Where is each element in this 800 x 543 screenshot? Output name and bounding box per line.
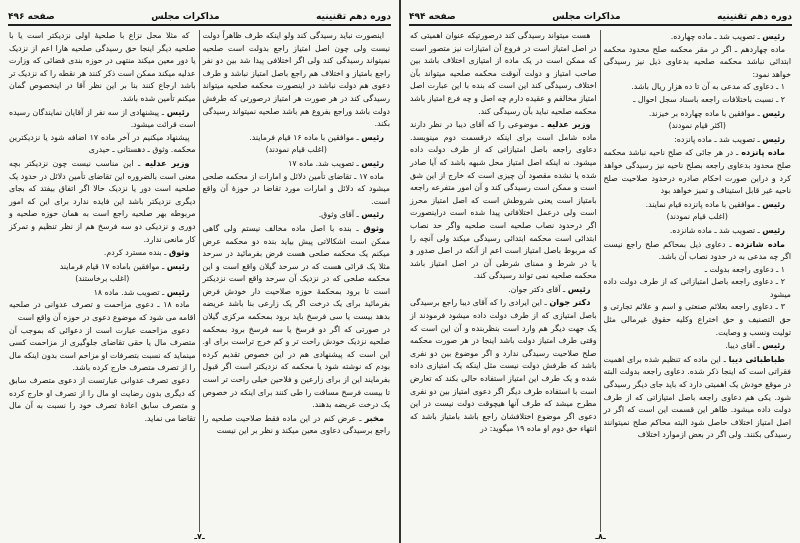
speaker-name: رئیس: [166, 286, 190, 297]
speaker-name: وزیر عدلیه: [144, 157, 190, 168]
paragraph-text: ـ این ماده که تنظیم شده برای اهمیت فقراتی است که اینجا ذکر شده. دعاوی راجعه بدولت البته در موقع خودش یک اهمیتی دارد که باید جای دیگر رسیدگی شود. یکی هم دعاوی راجعه باصل امتیازاتی که از طرف دولت داده میشود. ظاهر این قسمت این است که اگر در اصل امتیاز اختلاف حاصل شود البته محاکم صلح نمیتوانند رسیدگی بکنند. ولی اگر در بعض ازموارد اختلاف: [603, 354, 791, 440]
paragraph: [604, 30, 792, 44]
paragraph-text: (اکثر قیام نمودند): [668, 121, 726, 131]
paragraph: [203, 412, 391, 438]
paragraph-text: ـ موافقین با ماده ۱۶ قیام فرمایند.: [249, 132, 362, 142]
page-footer-number: ـ۸ـ: [595, 532, 606, 541]
page-footer-number: ـ۷ـ: [194, 532, 205, 541]
vote-result: [604, 120, 792, 133]
text-columns: [6, 30, 393, 532]
paragraph: [604, 81, 792, 94]
paragraph: [203, 157, 391, 171]
paragraph-text: دعوی تصرف عدوانی عبارتست از دعوی متصرف سابق که دیگری بدون رضایت او مال را از تصرف او خارج کرده و متصرف سابق اعادهٔ تصرف خود را نسبت به آن مال تقاضا می نماید.: [9, 376, 196, 423]
page-number: صفحه ۴۹۴: [409, 12, 456, 22]
speaker-name: رئیس: [361, 209, 384, 220]
speaker-name: رئیس: [762, 31, 785, 41]
proceedings-title: مذاکرات مجلس: [552, 12, 621, 22]
paragraph: [604, 146, 792, 197]
paragraph-text: ـ موضوعی را که آقای دیبا در نظر دارند ماده شامل است برای اینکه درقسمت دوم مینویسد. دعاوی راجعه باصل امتیازاتی که از طرف دولت داده میشود. نه اینکه اصل امتیاز محل شبهه باشد که آیا صادر شده یا نشده مقصود آن چیزی است که خارج از این شق است و ممکن است رسیدگی کند و آن امور متفرعه راجعه بامتیاز است یعنی شروطش است که اصل امتیاز محرز است ولی درعمل اختلافاتی پیدا شده است دراینصورت اگر درحدود نصاب صلحیه است صلحیه واگر حد نصاب ابتدائی است محکمه ابتدائی رسیدگی میکند ولی آنچه را که مربوط باصل امتیاز است اعم از آنکه در اصل صدور و یا در شرط و ممنای شرطی آن در اصل امتیاز باشد محکمه صلحیه نمی تواند رسیدگی کند.: [410, 120, 597, 281]
paragraph-text: ـ تصویب شد ـ ماده پانزده:: [674, 134, 763, 144]
paragraph: [604, 44, 792, 82]
left-page: [0, 0, 399, 543]
speaker-name: وزیر عدلیه: [547, 119, 591, 130]
speaker-name: رئیس: [762, 133, 785, 144]
paragraph-text: ماده چهاردهم ـ اگر در مقر محکمه صلح محدود محکمه ابتدائی نباشد محکمه صلحیه بدعاوی ذیل نیز رسیدگی خواهد نمود:: [603, 44, 791, 79]
paragraph-text: ماده ۱۷ ـ تقاضای تأمین دلائل و امارات از محکمه صلحی میشود که دلائل و امارات مورد تقاضا در حوزهٔ آن واقع است.: [202, 171, 390, 206]
paragraph: [604, 238, 792, 264]
paragraph-text: هست میتواند رسیدگی کند درصورتیکه عنوان اهمیتی که در اصل امتیاز است در فروع آن امتیازات نیز متصور است که ممکن است در یک ماده از امتیازی اختلاف باشد بین صاحب امتیاز و دولت آنوقت محکمه صلحیه میتواند بآن اختلاف رسیدگی کند این است که بنده با این عبارت اصل امتیاز مخالفم و عقیده دارم چه اصل و چه فرع امتیاز باشد محکمه صلحیه نباید بآن رسیدگی کند.: [410, 31, 597, 116]
text-column: [601, 30, 795, 532]
vote-result: [203, 144, 391, 157]
speaker-name: رئیس: [166, 106, 190, 117]
paragraph-text: ـ موافقین باماده ۱۷ قیام فرمایند: [59, 261, 167, 271]
paragraph: [410, 296, 597, 436]
paragraph: [604, 276, 792, 301]
text-column: [6, 30, 200, 532]
session-label: دوره دهم تقنینیه: [316, 12, 391, 22]
paragraph: [203, 30, 391, 131]
speaker-name: ماده شانزده: [735, 238, 785, 249]
paragraph: [410, 30, 597, 118]
paragraph-text: (اغلب برخاستند): [75, 274, 130, 284]
paragraph: [203, 208, 391, 222]
paragraph: [410, 283, 597, 297]
vote-result: [604, 211, 792, 224]
paragraph-text: ـ در هر جائی که صلح ناحیه نباشد محکمه صلح محدود بدعاوی راجعه بصلح ناحیه نیز رسیدگی خواهد کرد و دراین صورت احکام صادره درحدود صلاحیت صلح ناحیه غیر قابل استیناف و تمیز خواهد بود: [603, 148, 791, 196]
paragraph: [9, 246, 196, 260]
speaker-name: ماده پانزده: [741, 147, 785, 158]
speaker-name: رئیس: [567, 283, 591, 294]
paragraph-text: ۱ ـ دعاوی که مدعی به آن تا ده هزار ریال باشد.: [631, 82, 785, 92]
paragraph-text: ـ بنده با اصل ماده مخالف نیستم ولی گاهی ممکن است اشکالاتی پیش بیاید بنده دو محکمه عرض میکنم یک محکمه صلحی هست فرض بفرمائید در سرحد مثلا یک قرائی هست که در سرحد گیلان واقع است و این محکمه صلحی که در نزدیک آن سرحد واقع است نزدیکتر است تا برود بمحکمهٔ حوزه صلاحیت دار خودش فرض بفرمائید برای یک درخت اگر یک زارعی بنا باشد عریضه بدهد بیست یا سی فرسخ باید برود بمحکمه مرکزی گیلان در صورتی که اگر دو فرسخ یا سه فرسخ برود بمحکمه صلحیه نزدیک خودش راحت تر و کم خرج تراست برای او. این است که پیشنهادی هم در این خصوص تقدیم کرده بودم که نوشته شود یا محکمه که نزدیکتر است اگر قبول بفرمایند این از برای زارعین و فلاحین خیلی راحت تر است تا بیست فرسخ مسافت را طی کنند برای اینکه در خصوص یک درخت عریضه بدهند.: [202, 223, 390, 410]
paragraph-text: ـ این مناسب نیست چون نزدیکتر بچه معنی است بالضروره این تقاضای تأمین دلائل در حدود یک صلحیه است دور یا نزدیک حالا اگر اتفاق بیفتد که بجای دیگری نزدیکتر باشد این فایده ندارد برای این که امور مربوطه بهر صلحیه راجع است به همان حوزه صلحیه و دوری و نزدیکی دو سه فرسخ هم از نظر تنظیم و تمرکز کار مانعی ندارد.: [9, 158, 196, 244]
text-columns: [407, 30, 794, 532]
paragraph-text: ـ بنده مسترد کردم.: [103, 248, 169, 258]
paragraph: [9, 375, 196, 425]
speaker-name: رئیس: [762, 224, 785, 235]
paragraph-text: (اغلب قیام نمودند): [265, 145, 327, 155]
paragraph: [604, 301, 792, 339]
text-column: [200, 30, 394, 532]
right-page: [401, 0, 800, 543]
paragraph-text: ۲ ـ نسبت باختلافات راجعه باسناد سجل احوال ـ: [633, 94, 785, 104]
paragraph-text: ۱ ـ دعاوی راجعه بدولت ـ: [704, 264, 785, 274]
paragraph: [604, 224, 792, 238]
paragraph: [604, 339, 792, 353]
paragraph: [203, 222, 391, 412]
paragraph-text: ـ پیشنهادی از سه نفر از آقایان نمایندگان رسیده است قرائت میشود.: [9, 107, 196, 130]
paragraph: [9, 106, 196, 132]
paragraph-text: ـ عرض کنم در این ماده فقط صلاحیت صلحیه را راجع برسیدگی دعاوی معین میکند و نظر بر این نیست: [202, 413, 390, 436]
page-header: [8, 7, 391, 26]
speaker-name: رئیس: [166, 260, 190, 271]
paragraph-text: ـ موافقین با ماده چهارده بر خیزند.: [648, 108, 763, 118]
paragraph-text: ـ تصویب شد ـ ماده چهارده.: [670, 32, 763, 41]
paragraph: [9, 157, 196, 246]
text-column: [407, 30, 601, 532]
paragraph: [604, 94, 792, 107]
paragraph: [203, 131, 391, 145]
paragraph: [604, 264, 792, 277]
paragraph-text: ـ دعاوی ذیل بمحاکم صلح راجع نیست اگر چه مدعی به در حدود نصاب آن باشد.: [603, 239, 791, 262]
paragraph-text: (اغلب قیام نمودند): [666, 212, 728, 222]
paragraph: [410, 118, 597, 283]
proceedings-title: مذاکرات مجلس: [151, 12, 220, 22]
paragraph: [9, 286, 196, 300]
paragraph: [9, 132, 196, 157]
paragraph: [604, 353, 792, 442]
page-header: [409, 7, 792, 26]
speaker-name: رئیس: [361, 131, 384, 142]
speaker-name: مخبر: [364, 412, 384, 423]
speaker-name: رئیس: [361, 157, 384, 168]
paragraph-text: دعوی مزاحمت عبارت است از دعوائی که بموجب آن متصرف مال یا حقی تقاضای جلوگیری از مزاحمت کسی مینماید که نسبت بتصرفات او مزاحم است بدون اینکه مال را از تصرف متصرف خارج کرده باشد.: [9, 325, 196, 373]
paragraph-text: ۳ ـ دعاوی راجعه بعلائم صنعتی و اسم و علائم تجارتی و حق التصنیف و حق اختراع وکلیه حقوق غیرمالی مثل تولیت ونسب و وصایت.: [603, 302, 791, 337]
paragraph-text: که مثلا محل نزاع با صلحیهٔ اولی نزدیکتر است یا با صلحیه دیگر اینجا حق رسیدگی صلحیه هارا اعم از نزدیک یا دور معین میکند منتهی در حوزه بندی قضائی که وزارت عدلیه میکند ممکن است ذکر کنند هر نقطه را که نزدیک تر باشد ارجاع کنند بنا بر این نظر آقا در اینخصوص گمان میکنم تأمین شده باشد.: [9, 31, 196, 103]
speaker-name: دکتر جوان: [549, 297, 591, 308]
paragraph: [9, 30, 196, 106]
speaker-name: وثوق: [168, 247, 190, 258]
paragraph: [604, 107, 792, 121]
paragraph-text: ـ آقای دیبا.: [725, 341, 763, 351]
paragraph-text: ـ تصویب شد. ماده ۱۸: [93, 287, 167, 297]
speaker-name: طباطبائی دیبا: [728, 353, 785, 364]
paragraph-text: ماده ۱۸ ـ دعوی مزاحمت و تصرف عدوانی در صلحیه اقامه می شود که موضوع دعوی در حوزه آن واقع است: [9, 300, 196, 323]
paragraph: [604, 133, 792, 147]
paragraph-text: ـ موافقین با ماده پانزده قیام نمایند.: [645, 199, 763, 209]
paragraph-text: اینصورت نباید رسیدگی کند ولو اینکه طرف ظاهراً دولت نیست ولی چون اصل امتیاز راجع بدولت است صلحیه نمیتواند رسیدگی کند ولی اگر اختلافی پیدا شد بین دو نفر راجع بامتیاز و اختلاف هم راجع باصل امتیاز نباشد و طرف دعوی هم دولت نباشد در اینصورت محکمه صلحیه میتواند رسیدگی کند در هر صورت هر امتیاز درصورتی که طرفش دولت باشد وراجع بفروع هم باشد صلحیه نمیتواند رسیدگی بکند.: [202, 31, 390, 129]
paragraph: [9, 299, 196, 324]
paragraph: [604, 198, 792, 212]
paragraph-text: پیشنهاد میکنیم در آخر ماده ۱۷ اضافه شود یا نزدیکترین محکمه. وثوق ـ دهستانی ـ حیدری: [9, 132, 196, 155]
page-number: صفحه ۴۹۶: [8, 12, 55, 22]
speaker-name: رئیس: [762, 340, 785, 351]
speaker-name: رئیس: [762, 198, 785, 209]
speaker-name: رئیس: [762, 107, 785, 118]
paragraph-text: ـ تصویب شد ـ ماده شانزده.: [669, 225, 763, 235]
paragraph-text: ۲ ـ دعاوی راجعه باصل امتیازاتی که از طرف دولت داده میشود: [603, 277, 791, 299]
paragraph: [9, 325, 196, 375]
vote-result: [9, 273, 196, 286]
paragraph-text: ـ تصویب شد. ماده ۱۷: [288, 158, 362, 168]
speaker-name: وثوق: [363, 222, 384, 233]
paragraph: [203, 171, 391, 209]
paragraph: [9, 260, 196, 274]
paragraph-text: ـ آقای وثوق.: [318, 210, 362, 220]
paragraph-text: ـ آقای دکتر جوان.: [508, 284, 568, 294]
paragraph-text: ـ این ایرادی را که آقای دیبا راجع برسیدگی باصل امتیازی که از طرف دولت داده میشود فرمودند از یک جهت دیگر هم وارد است بنظربنده و آن این است که وقتی طرف امتیاز دولت باشد اینجا در هر صورت محکمه صلح صلاحیت رسیدگی ندارد و اگر موضوع بین دو نفری باشد که طرفش دولت نیست مثل اینکه یک امتیازی داده شده و یک طرف این امتیاز استفاده حالی بکند که تعارض است با استفاده طرف دیگر اگر دعوی امتیاز بین دو نفری مطرح میشد که طرف آنها هیچوقت دولت نیست در این دعوی اگر موضوع اختلافشان راجع باشد بامتیاز باشد که انتهاء حق دوم او ماده ۱۹ میگوید: در: [410, 298, 597, 434]
session-label: دوره دهم تقنینیه: [717, 12, 792, 22]
